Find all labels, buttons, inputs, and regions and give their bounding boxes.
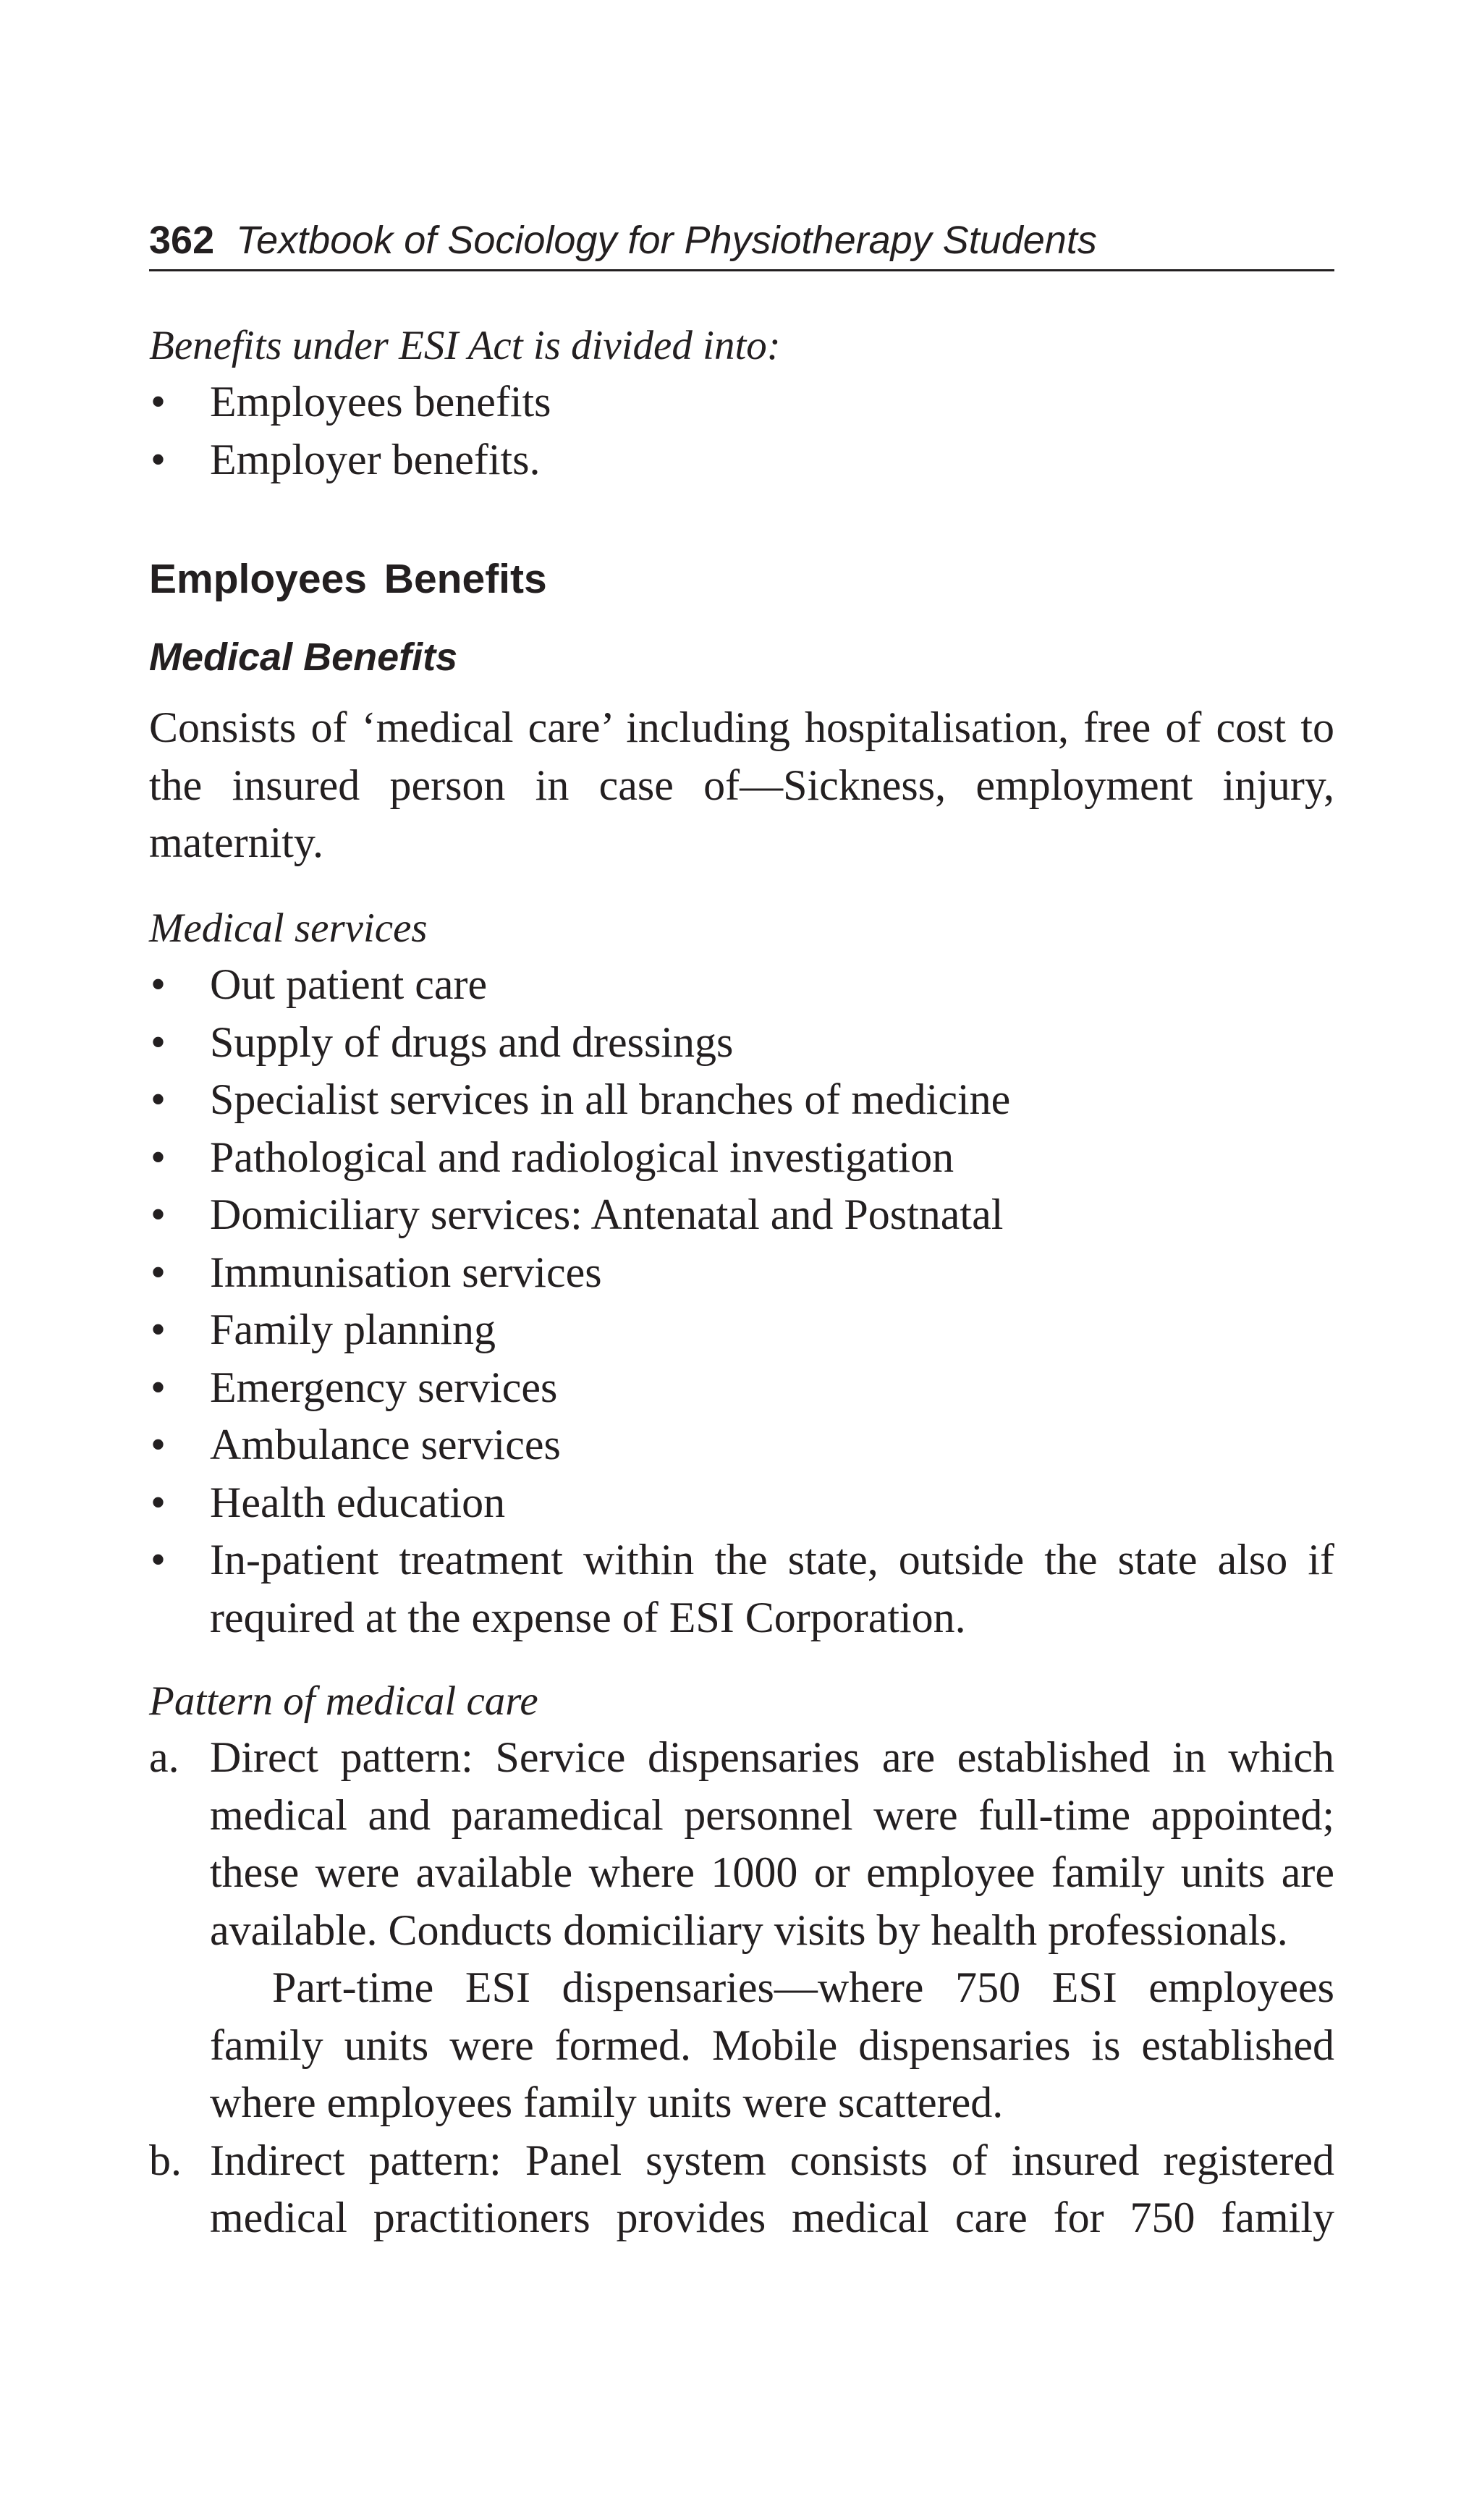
list-item-text: Emergency services bbox=[210, 1363, 558, 1411]
bullet-icon: • bbox=[151, 1536, 166, 1584]
list-item-text: Out patient care bbox=[210, 960, 488, 1008]
benefit-types-list bbox=[149, 373, 1334, 489]
list-item bbox=[149, 1014, 1334, 1072]
pattern-heading: Pattern of medical care bbox=[149, 1678, 538, 1724]
bullet-icon: • bbox=[151, 1191, 166, 1238]
bullet-icon: • bbox=[151, 1248, 166, 1296]
list-item bbox=[149, 1244, 1334, 1302]
list-item-text: Family planning bbox=[210, 1306, 496, 1353]
medical-services-heading: Medical services bbox=[149, 905, 428, 951]
list-marker: a. bbox=[149, 1733, 179, 1781]
list-item bbox=[149, 1301, 1334, 1359]
list-item-text: Health education bbox=[210, 1478, 506, 1526]
intro-block bbox=[149, 318, 1334, 489]
medical-services-block bbox=[149, 901, 1334, 1646]
list-item-continuation: Part-time ESI dispensaries—where 750 ESI employees family units were formed. Mobile dispensaries is established where employees family units were scattered. bbox=[210, 1963, 1334, 2126]
bullet-icon: • bbox=[151, 1133, 166, 1181]
pattern-of-care-block bbox=[149, 1674, 1334, 2247]
bullet-icon: • bbox=[151, 1306, 166, 1353]
subsection-heading: Medical Benefits bbox=[149, 635, 458, 679]
bullet-icon: • bbox=[151, 1018, 166, 1066]
list-item bbox=[149, 1129, 1334, 1187]
body-paragraph: Consists of ‘medical care’ including hospitalisation, free of cost to the insured person in case of—Sickness, employment injury, maternity. bbox=[149, 703, 1334, 866]
list-item-text: Indirect pattern: Panel system consists of insured registered medical practitioners provides medical care for 750 family bbox=[210, 2136, 1334, 2241]
section-heading: Employees Benefits bbox=[149, 556, 547, 602]
list-item-text: Direct pattern: Service dispensaries are established in which medical and paramedical personnel were full-time appointed; these were available where 1000 or employee family units are available. Conducts domiciliary visits by health professionals. bbox=[210, 1733, 1334, 1954]
list-item bbox=[149, 1071, 1334, 1129]
list-item bbox=[149, 1729, 1334, 2132]
bullet-icon: • bbox=[151, 378, 166, 426]
list-item-text: Pathological and radiological investigation bbox=[210, 1133, 954, 1181]
bullet-icon: • bbox=[151, 1075, 166, 1123]
bullet-icon: • bbox=[151, 1421, 166, 1468]
list-item bbox=[149, 1416, 1334, 1474]
list-item-text: Specialist services in all branches of medicine bbox=[210, 1075, 1011, 1123]
list-item bbox=[149, 956, 1334, 1014]
list-item bbox=[149, 1359, 1334, 1417]
list-item bbox=[149, 1531, 1334, 1646]
running-head bbox=[149, 217, 1334, 271]
bullet-icon: • bbox=[151, 1478, 166, 1526]
list-marker: b. bbox=[149, 2136, 182, 2184]
list-item bbox=[149, 431, 1334, 489]
page-number: 362 bbox=[149, 219, 215, 262]
list-item bbox=[149, 2132, 1334, 2247]
list-item-text: Immunisation services bbox=[210, 1248, 602, 1296]
list-item-text: Employees benefits bbox=[210, 378, 551, 426]
medical-services-list bbox=[149, 956, 1334, 1646]
list-item bbox=[149, 373, 1334, 431]
list-item bbox=[149, 1474, 1334, 1532]
bullet-icon: • bbox=[151, 960, 166, 1008]
list-item bbox=[149, 1186, 1334, 1244]
list-item-text: Domiciliary services: Antenatal and Postnatal bbox=[210, 1191, 1004, 1238]
list-item-text: Employer benefits. bbox=[210, 435, 541, 483]
intro-lead-in: Benefits under ESI Act is divided into: bbox=[149, 323, 781, 368]
list-item-text: Ambulance services bbox=[210, 1421, 561, 1468]
book-title: Textbook of Sociology for Physiotherapy Students bbox=[236, 219, 1097, 262]
list-item-text: Supply of drugs and dressings bbox=[210, 1018, 734, 1066]
list-item-text: In-patient treatment within the state, outside the state also if required at the expense of ESI Corporation. bbox=[210, 1536, 1334, 1641]
pattern-list bbox=[149, 1729, 1334, 2247]
bullet-icon: • bbox=[151, 1363, 166, 1411]
bullet-icon: • bbox=[151, 435, 166, 483]
